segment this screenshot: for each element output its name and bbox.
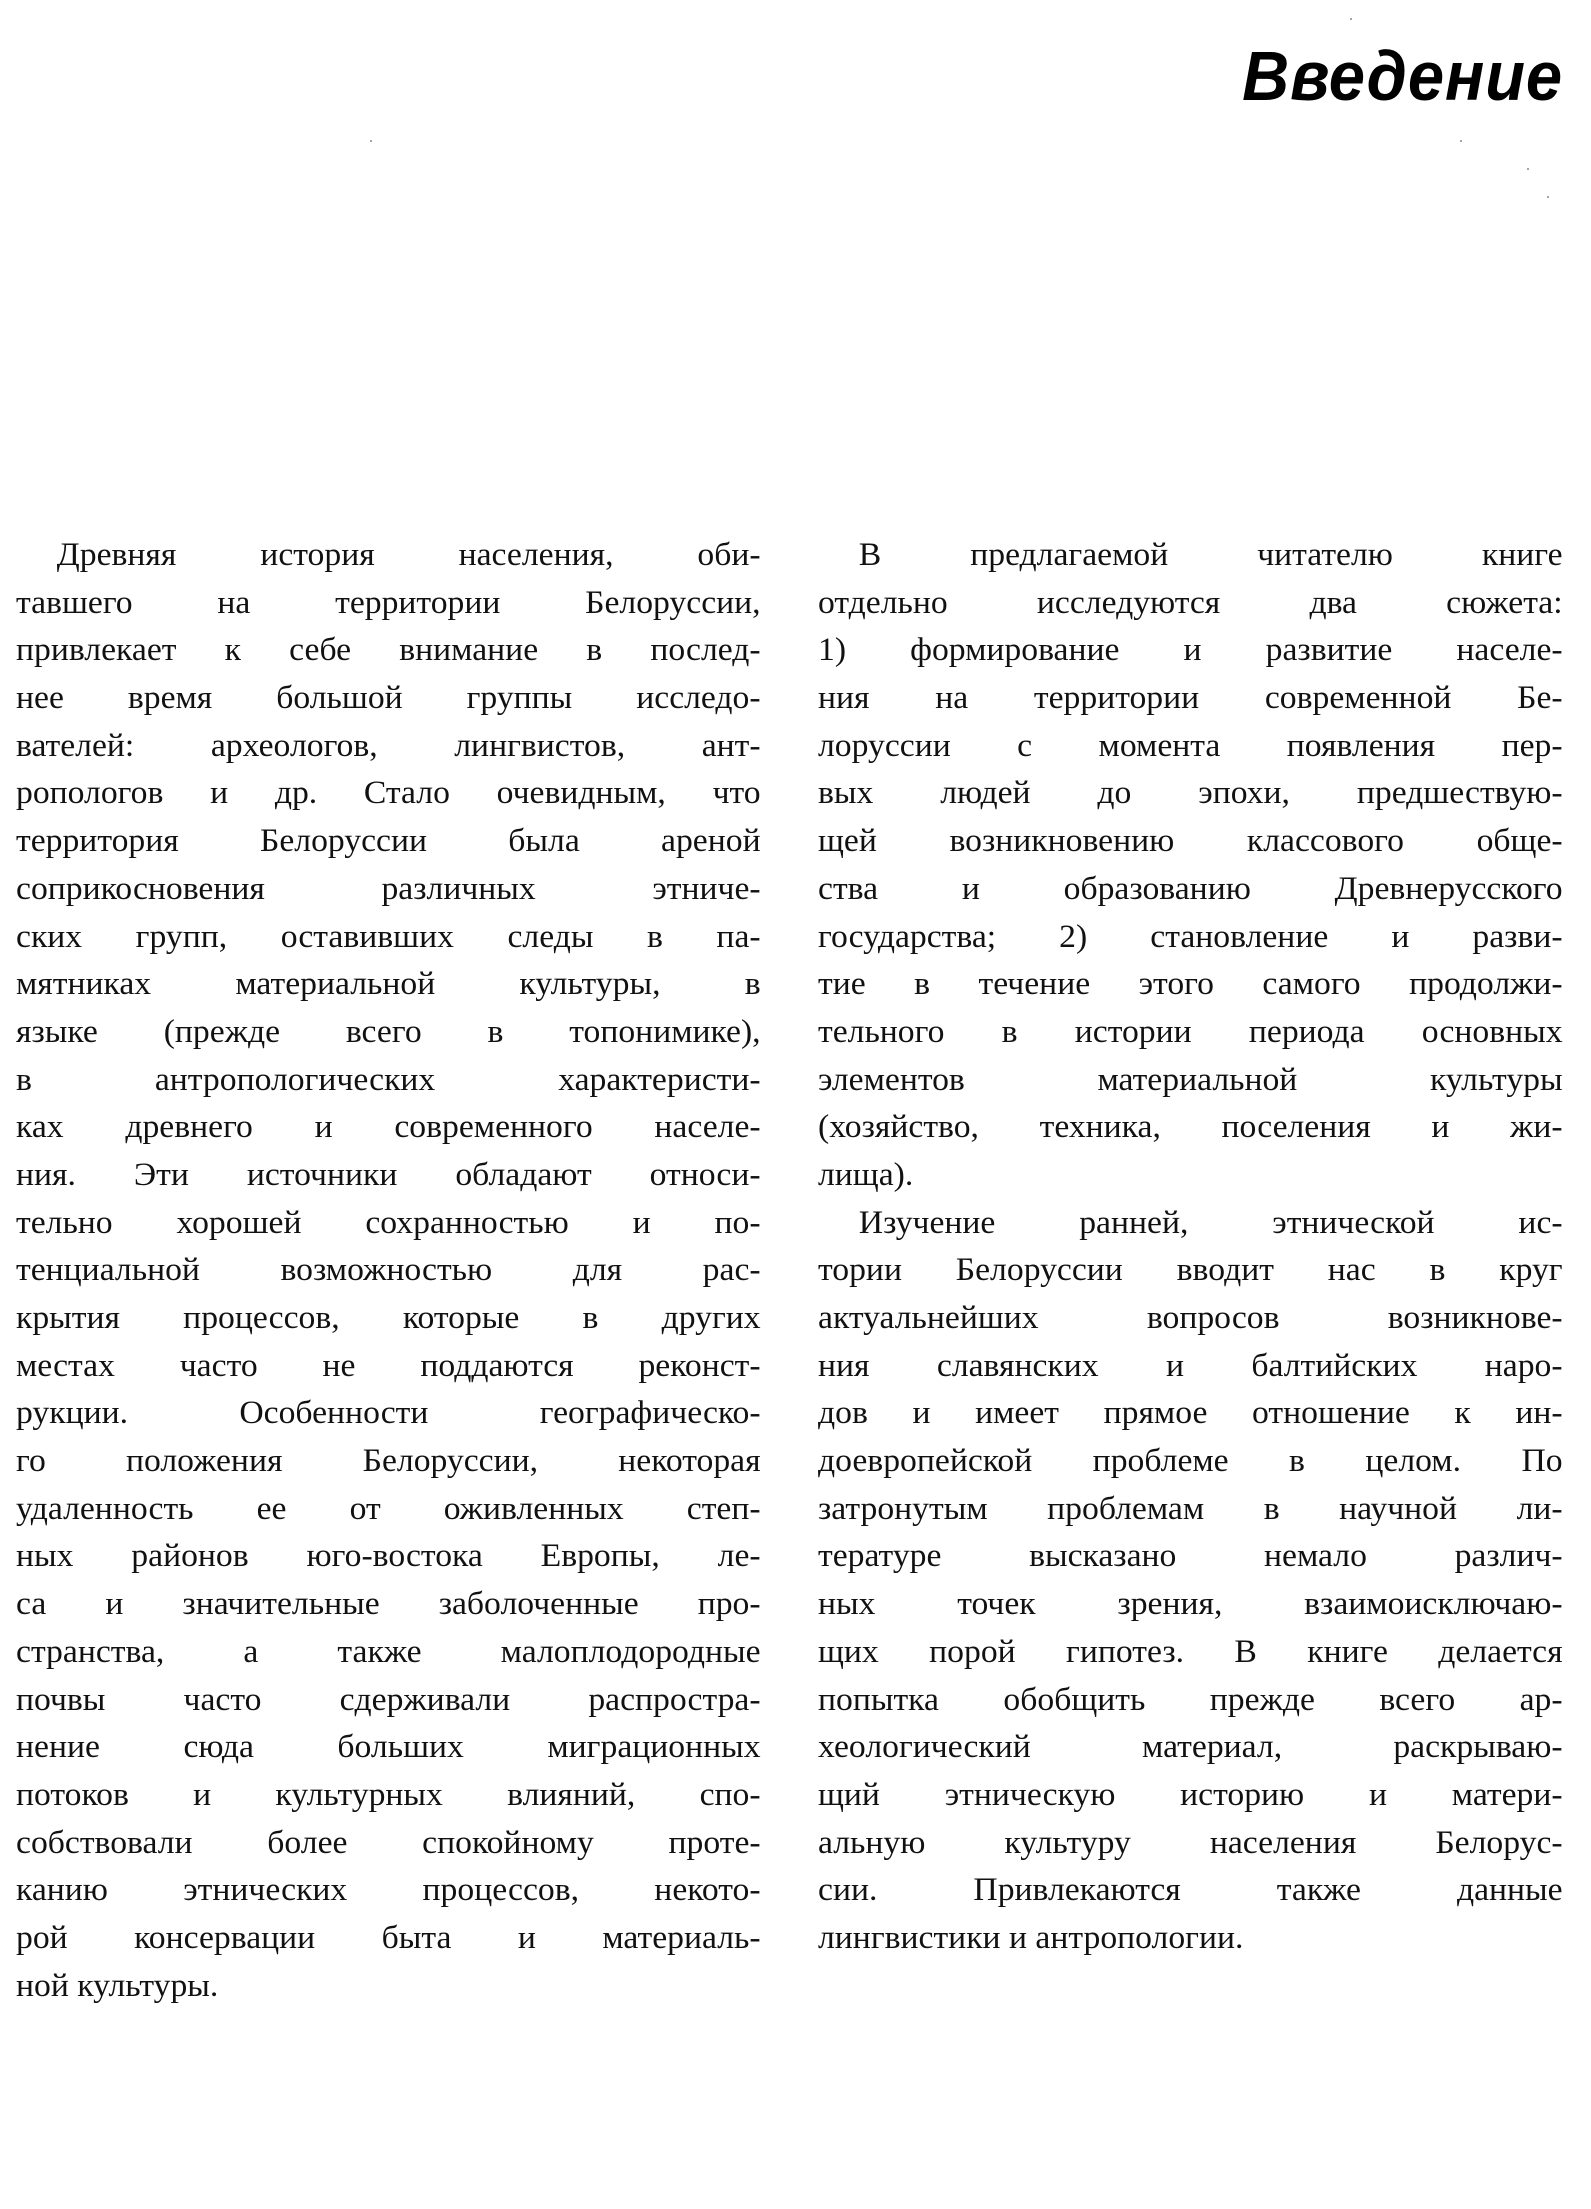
text-line: Изучение ранней, этнической ис-: [858, 1204, 1563, 1241]
text-line: государства; 2) становление и разви-: [818, 918, 1563, 955]
text-line: ках древнего и современного населе-: [16, 1109, 761, 1146]
text-line: ных районов юго-востока Европы, ле-: [16, 1538, 761, 1575]
text-line: дов и имеет прямое отношение к ин-: [818, 1395, 1563, 1432]
text-line: актуальнейших вопросов возникнове-: [818, 1300, 1563, 1336]
text-line: вых людей до эпохи, предшествую-: [818, 775, 1563, 812]
text-line: лища).: [818, 1156, 914, 1193]
text-line: ских групп, оставивших следы в па-: [16, 918, 761, 955]
text-line: тельного в истории периода основных: [818, 1013, 1563, 1050]
text-line: альную культуру населения Белорус-: [818, 1824, 1563, 1861]
text-line: (хозяйство, техника, поселения и жи-: [818, 1109, 1563, 1146]
text-line: хеологический материал, раскрываю-: [818, 1729, 1563, 1766]
scan-speck: [1460, 140, 1462, 142]
text-line: тературе высказано немало различ-: [818, 1538, 1563, 1575]
text-line: В предлагаемой читателю книге: [858, 537, 1563, 573]
text-line: удаленность ее от оживленных степ-: [16, 1490, 761, 1527]
scan-speck: [1547, 196, 1549, 198]
left-column: [16, 532, 760, 2010]
text-line: территория Белоруссии была ареной: [16, 823, 761, 860]
text-line: в антропологических характеристи-: [16, 1061, 761, 1098]
scan-speck: [1350, 18, 1352, 20]
text-line: ропологов и др. Стало очевидным, что: [16, 775, 761, 812]
text-line: крытия процессов, которые в других: [16, 1300, 761, 1336]
text-line: лингвистики и антропологии.: [818, 1919, 1244, 1956]
text-line: нение сюда больших миграционных: [16, 1729, 761, 1766]
text-line: тории Белоруссии вводит нас в круг: [818, 1252, 1563, 1289]
text-line: го положения Белоруссии, некоторая: [16, 1443, 761, 1480]
chapter-heading: Введение: [1242, 37, 1563, 115]
text-line: затронутым проблемам в научной ли-: [818, 1490, 1563, 1527]
text-line: щей возникновению классового обще-: [818, 823, 1563, 860]
text-line: нее время большой группы исследо-: [16, 680, 761, 717]
text-line: вателей: археологов, лингвистов, ант-: [16, 727, 761, 764]
text-line: Древняя история населения, оби-: [56, 537, 761, 573]
text-line: ния на территории современной Бе-: [818, 680, 1563, 717]
text-line: соприкосновения различных этниче-: [16, 870, 761, 907]
text-line: канию этнических процессов, некото-: [16, 1872, 761, 1909]
scan-speck: [370, 140, 372, 142]
text-line: ных точек зрения, взаимоисключаю-: [818, 1586, 1563, 1623]
text-line: сии. Привлекаются также данные: [818, 1872, 1563, 1909]
text-line: рукции. Особенности географическо-: [16, 1395, 761, 1432]
text-line: тие в течение этого самого продолжи-: [818, 966, 1563, 1003]
scan-speck: [1527, 168, 1529, 170]
text-line: щих порой гипотез. В книге делается: [818, 1633, 1563, 1670]
text-line: ства и образованию Древнерусского: [818, 870, 1563, 907]
text-line: тенциальной возможностью для рас-: [16, 1252, 761, 1289]
text-line: ной культуры.: [16, 1967, 219, 2004]
text-line: ния. Эти источники обладают относи-: [16, 1156, 761, 1193]
text-line: привлекает к себе внимание в послед-: [16, 632, 761, 669]
text-line: собствовали более спокойному проте-: [16, 1824, 761, 1861]
text-line: тавшего на территории Белоруссии,: [16, 584, 761, 621]
text-line: лоруссии с момента появления пер-: [818, 727, 1563, 764]
text-line: ния славянских и балтийских наро-: [818, 1347, 1563, 1384]
text-line: почвы часто сдерживали распростра-: [16, 1681, 761, 1718]
right-column: [818, 532, 1568, 1963]
text-line: доевропейской проблеме в целом. По: [818, 1443, 1563, 1480]
text-line: 1) формирование и развитие населе-: [818, 632, 1563, 669]
text-line: местах часто не поддаются реконст-: [16, 1347, 761, 1384]
text-line: потоков и культурных влияний, спо-: [16, 1776, 761, 1813]
text-line: тельно хорошей сохранностью и по-: [16, 1204, 761, 1241]
text-line: мятниках материальной культуры, в: [16, 966, 761, 1003]
text-line: попытка обобщить прежде всего ар-: [818, 1681, 1563, 1718]
text-line: элементов материальной культуры: [818, 1061, 1563, 1098]
text-line: отдельно исследуются два сюжета:: [818, 584, 1563, 621]
text-line: языке (прежде всего в топонимике),: [16, 1013, 761, 1050]
text-line: странства, а также малоплодородные: [16, 1633, 761, 1670]
text-line: щий этническую историю и матери-: [818, 1776, 1563, 1813]
text-line: са и значительные заболоченные про-: [16, 1586, 761, 1623]
text-line: рой консервации быта и материаль-: [16, 1919, 761, 1956]
